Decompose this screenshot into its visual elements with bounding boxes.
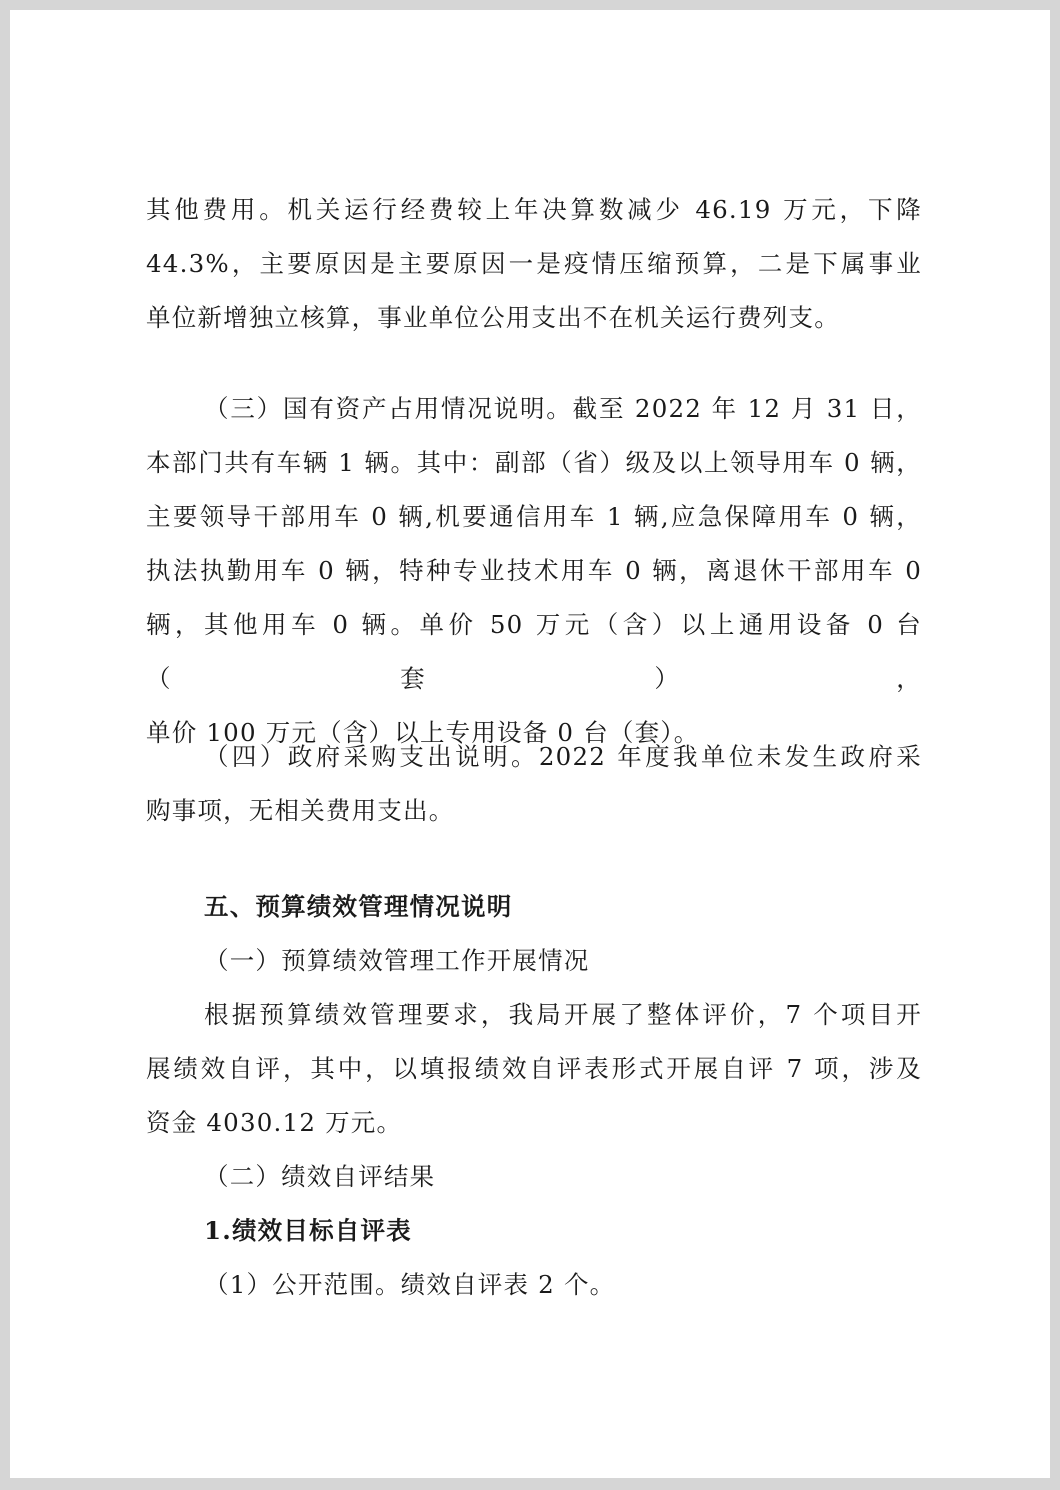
text-line: 本部门共有车辆 1 辆。其中：副部（省）级及以上领导用车 0 辆，	[146, 448, 922, 477]
section-heading: 五、预算绩效管理情况说明	[204, 892, 513, 921]
paragraph-running-costs	[146, 183, 922, 345]
document-page	[10, 10, 1050, 1478]
text-line: （三）国有资产占用情况说明。截至 2022 年 12 月 31 日，	[204, 394, 922, 423]
text-line: 根据预算绩效管理要求，我局开展了整体评价，7 个项目开	[204, 1000, 922, 1029]
text-line: 其他费用。机关运行经费较上年决算数减少 46.19 万元，下降	[146, 195, 922, 224]
text-line: 单位新增独立核算，事业单位公用支出不在机关运行费列支。	[146, 303, 840, 332]
text-line: 执法执勤用车 0 辆，特种专业技术用车 0 辆，离退休干部用车 0	[146, 556, 922, 585]
subsection-heading: （一）预算绩效管理工作开展情况	[204, 946, 590, 975]
item-title: 1.绩效目标自评表	[204, 1216, 412, 1245]
text-line: （1）公开范围。绩效自评表 2 个。	[204, 1270, 616, 1299]
paragraph-procurement	[146, 730, 922, 838]
section-budget-performance	[146, 880, 922, 1312]
text-line: 辆，其他用车 0 辆。单价 50 万元（含）以上通用设备 0 台（套），	[146, 610, 922, 693]
text-line: 单价 100 万元（含）以上专用设备 0 台（套）。	[146, 718, 700, 747]
text-line: 主要领导干部用车 0 辆,机要通信用车 1 辆,应急保障用车 0 辆，	[146, 502, 922, 531]
paragraph-state-assets	[146, 382, 922, 760]
text-line: 44.3%，主要原因是主要原因一是疫情压缩预算，二是下属事业	[146, 249, 922, 278]
text-line: 展绩效自评，其中，以填报绩效自评表形式开展自评 7 项，涉及	[146, 1054, 922, 1083]
subsection-heading: （二）绩效自评结果	[204, 1162, 436, 1191]
text-line: 资金 4030.12 万元。	[146, 1108, 403, 1137]
text-line: （四）政府采购支出说明。2022 年度我单位未发生政府采	[204, 742, 922, 771]
text-line: 购事项，无相关费用支出。	[146, 796, 455, 825]
